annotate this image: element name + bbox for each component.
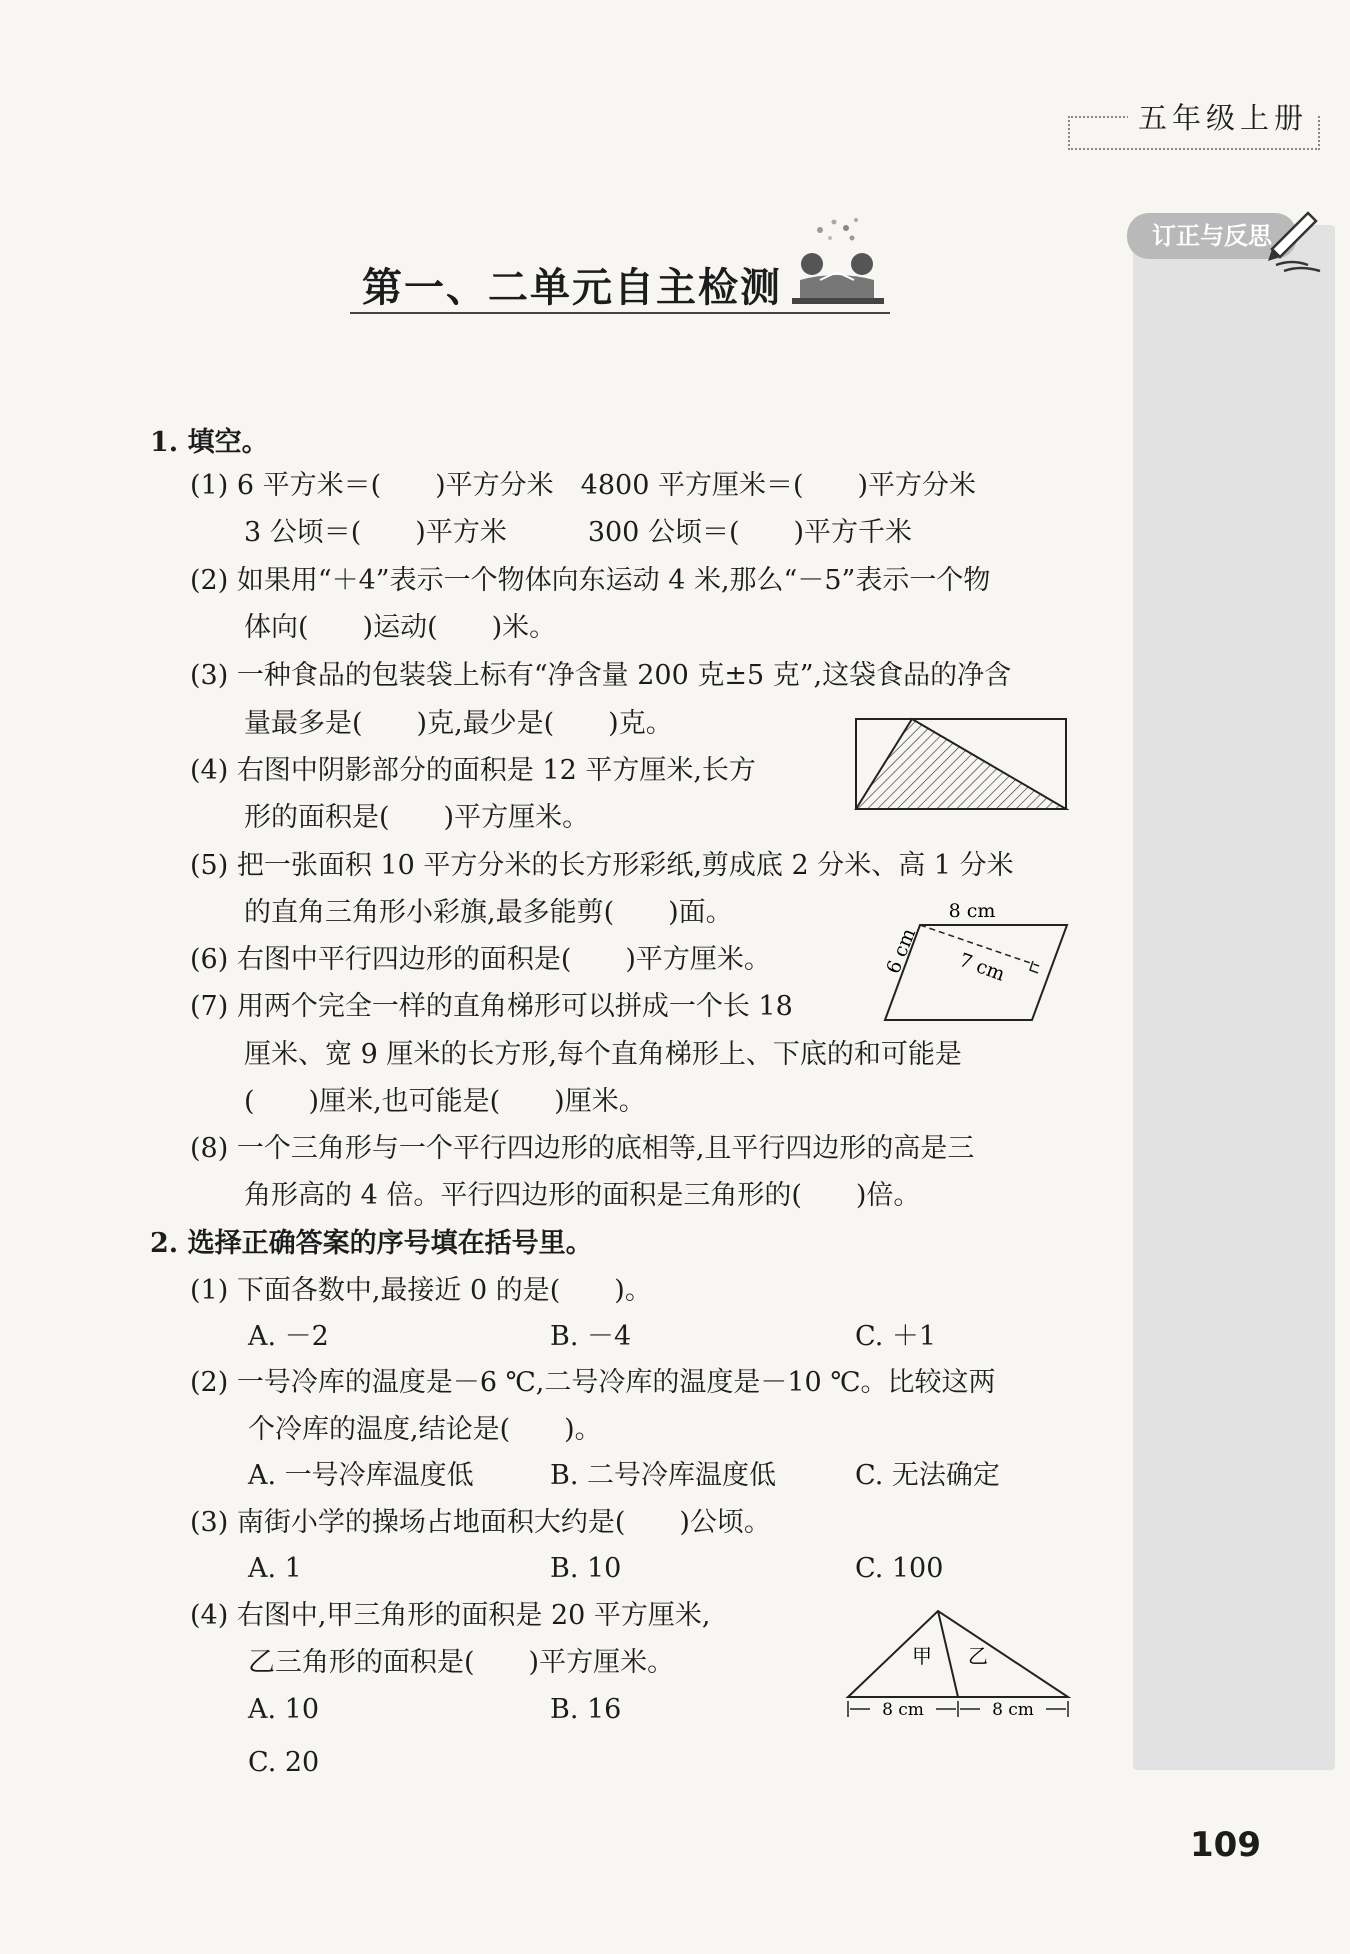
q1-7-line2: 厘米、宽 9 厘米的长方形,每个直角梯形上、下底的和可能是: [244, 1039, 962, 1070]
correction-column: [1133, 225, 1335, 1770]
q1-title: 1. 填空。: [150, 427, 269, 458]
q2-2-option-c: C. 无法确定: [855, 1460, 1000, 1491]
q2-4-stem-line2: 乙三角形的面积是( )平方厘米。: [248, 1647, 675, 1678]
q2-1-stem: (1) 下面各数中,最接近 0 的是( )。: [190, 1275, 652, 1306]
page-number: 109: [1190, 1825, 1261, 1865]
q2-2-stem-line2: 个冷库的温度,结论是( )。: [248, 1414, 602, 1445]
triangle-base-right-label: 8 cm: [992, 1700, 1034, 1720]
q1-1-line2: 3 公顷＝( )平方米 300 公顷＝( )平方千米: [244, 517, 913, 548]
parallelogram-top-label: 8 cm: [948, 900, 996, 922]
q1-1-line1: (1) 6 平方米＝( )平方分米 4800 平方厘米＝( )平方分米: [190, 470, 977, 501]
q2-4-option-b: B. 16: [550, 1694, 622, 1725]
q1-8-line2: 角形高的 4 倍。平行四边形的面积是三角形的( )倍。: [244, 1180, 921, 1211]
title-underline: [350, 312, 890, 314]
parallelogram-side-label: 6 cm: [882, 925, 921, 977]
q2-3-option-a: A. 1: [248, 1553, 302, 1584]
grade-label: 五年级上册: [1128, 96, 1318, 140]
q1-5-line1: (5) 把一张面积 10 平方分米的长方形彩纸,剪成底 2 分米、高 1 分米: [190, 850, 1014, 881]
rectangle-shaded-triangle-figure: [852, 715, 1072, 815]
q1-4-line1: (4) 右图中阴影部分的面积是 12 平方厘米,长方: [190, 755, 756, 786]
parallelogram-height-label: 7 cm: [956, 949, 1008, 986]
q1-5-line2: 的直角三角形小彩旗,最多能剪( )面。: [244, 897, 733, 928]
q2-3-option-c: C. 100: [855, 1553, 944, 1584]
q1-3-line2: 量最多是( )克,最少是( )克。: [244, 708, 673, 739]
q2-2-option-b: B. 二号冷库温度低: [550, 1460, 777, 1491]
q2-4-stem-line1: (4) 右图中,甲三角形的面积是 20 平方厘米,: [190, 1600, 711, 1631]
q1-7-line1: (7) 用两个完全一样的直角梯形可以拼成一个长 18: [190, 991, 793, 1022]
q2-3-option-b: B. 10: [550, 1553, 622, 1584]
parallelogram-figure: [872, 895, 1082, 1030]
shaded-triangle: [856, 719, 1066, 809]
reading-children-icon: [790, 214, 886, 310]
q1-3-line1: (3) 一种食品的包装袋上标有“净含量 200 克±5 克”,这袋食品的净含: [190, 660, 1012, 691]
correction-tab: 订正与反思: [1127, 213, 1297, 259]
q2-1-option-c: C. ＋1: [855, 1321, 937, 1352]
triangle-figure: [840, 1605, 1080, 1725]
page-title: 第一、二单元自主检测: [362, 265, 782, 311]
q2-3-stem: (3) 南街小学的操场占地面积大约是( )公顷。: [190, 1507, 771, 1538]
q1-8-line1: (8) 一个三角形与一个平行四边形的底相等,且平行四边形的高是三: [190, 1133, 975, 1164]
triangle-base-left-label: 8 cm: [882, 1700, 924, 1720]
q2-4-option-a: A. 10: [248, 1694, 320, 1725]
q2-2-stem-line1: (2) 一号冷库的温度是－6 ℃,二号冷库的温度是－10 ℃。比较这两: [190, 1367, 996, 1398]
triangle-jia-label: 甲: [912, 1644, 932, 1668]
q2-title: 2. 选择正确答案的序号填在括号里。: [150, 1228, 593, 1259]
q1-4-line2: 形的面积是( )平方厘米。: [244, 802, 590, 833]
q1-2-line2: 体向( )运动( )米。: [244, 612, 557, 643]
q1-2-line1: (2) 如果用“＋4”表示一个物体向东运动 4 米,那么“－5”表示一个物: [190, 565, 991, 596]
triangle-yi-label: 乙: [968, 1644, 988, 1668]
q2-1-option-b: B. －4: [550, 1321, 632, 1352]
q1-7-line3: ( )厘米,也可能是( )厘米。: [244, 1086, 646, 1117]
q2-1-option-a: A. －2: [248, 1321, 329, 1352]
q1-6-line1: (6) 右图中平行四边形的面积是( )平方厘米。: [190, 944, 771, 975]
q2-4-option-c: C. 20: [248, 1747, 320, 1778]
pencil-icon: [1262, 205, 1326, 275]
q2-2-option-a: A. 一号冷库温度低: [248, 1460, 474, 1491]
